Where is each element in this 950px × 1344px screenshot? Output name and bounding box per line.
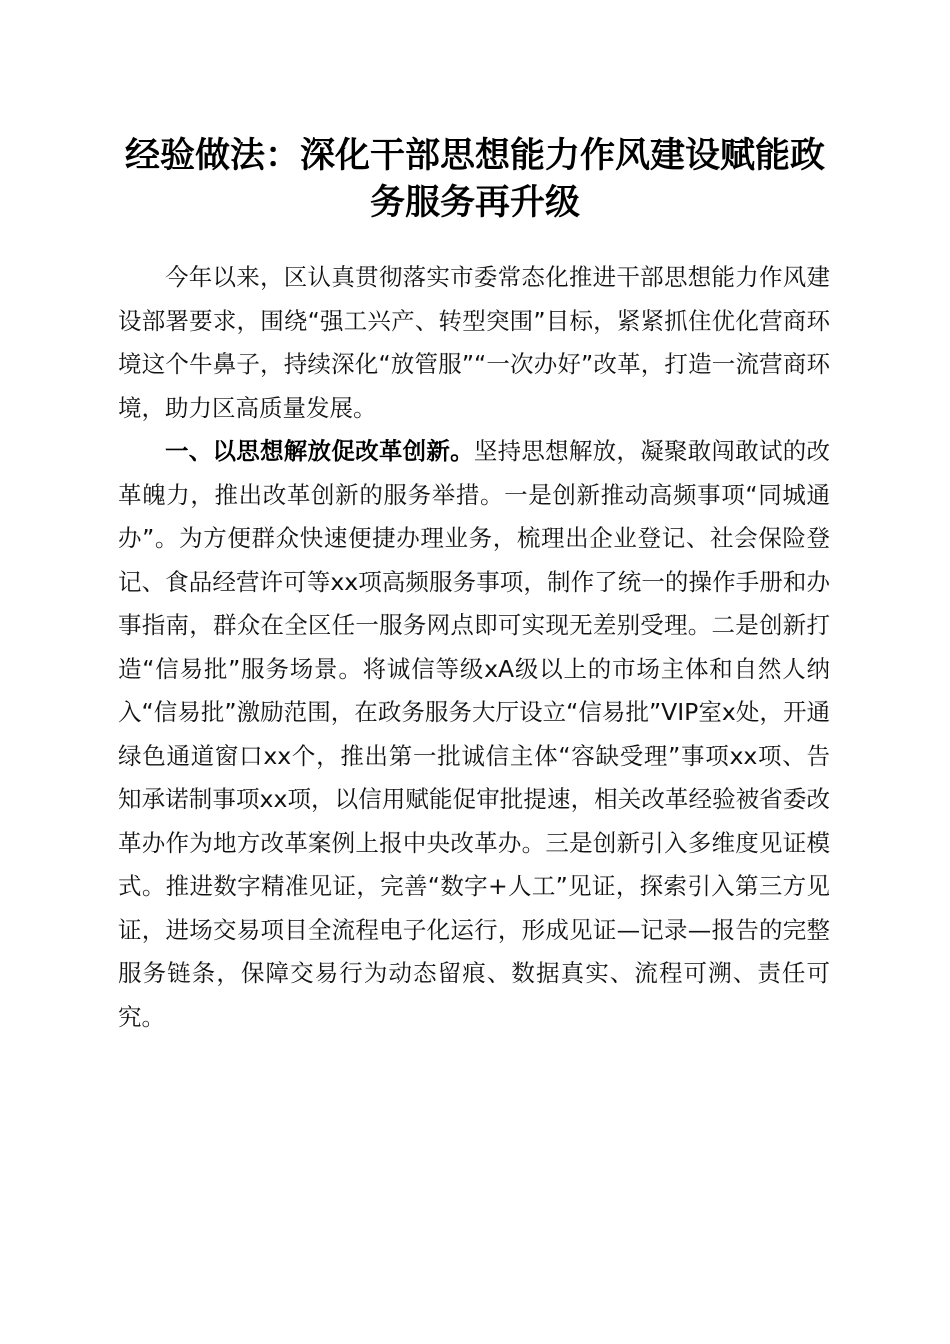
paragraph-text: 今年以来，区认真贯彻落实市委常态化推进干部思想能力作风建设部署要求，围绕“强工兴产、转型突围”目标，紧紧抓住优化营商环境这个牛鼻子，持续深化“放管服”“一次办好”改革，打造一流营商环境，助力区高质量发展。 [118, 263, 830, 422]
paragraph-intro [118, 256, 830, 430]
document-body [118, 256, 830, 1039]
paragraph-section-1 [118, 430, 830, 1039]
document-title: 经验做法：深化干部思想能力作风建设赋能政务服务再升级 [124, 135, 825, 223]
section-heading: 一、以思想解放促改革创新。 [165, 437, 474, 465]
paragraph-text: 坚持思想解放，凝聚敢闯敢试的改革魄力，推出改革创新的服务举措。一是创新推动高频事项“同城通办”。为方便群众快速便捷办理业务，梳理出企业登记、社会保险登记、食品经营许可等xx项高频服务事项，制作了统一的操作手册和办事指南，群众在全区任一服务网点即可实现无差别受理。二是创新打造“信易批”服务场景。将诚信等级xA级以上的市场主体和自然人纳入“信易批”激励范围，在政务服务大厅设立“信易批”VIP室x处，开通绿色通道窗口xx个，推出第一批诚信主体“容缺受理”事项xx项、告知承诺制事项xx项，以信用赋能促审批提速，相关改革经验被省委改革办作为地方改革案例上报中央改革办。三是创新引入多维度见证模式。推进数字精准见证，完善“数字+人工”见证，探索引入第三方见证，进场交易项目全流程电子化运行，形成见证—记录—报告的完整服务链条，保障交易行为动态留痕、数据真实、流程可溯、责任可究。 [118, 437, 831, 1031]
